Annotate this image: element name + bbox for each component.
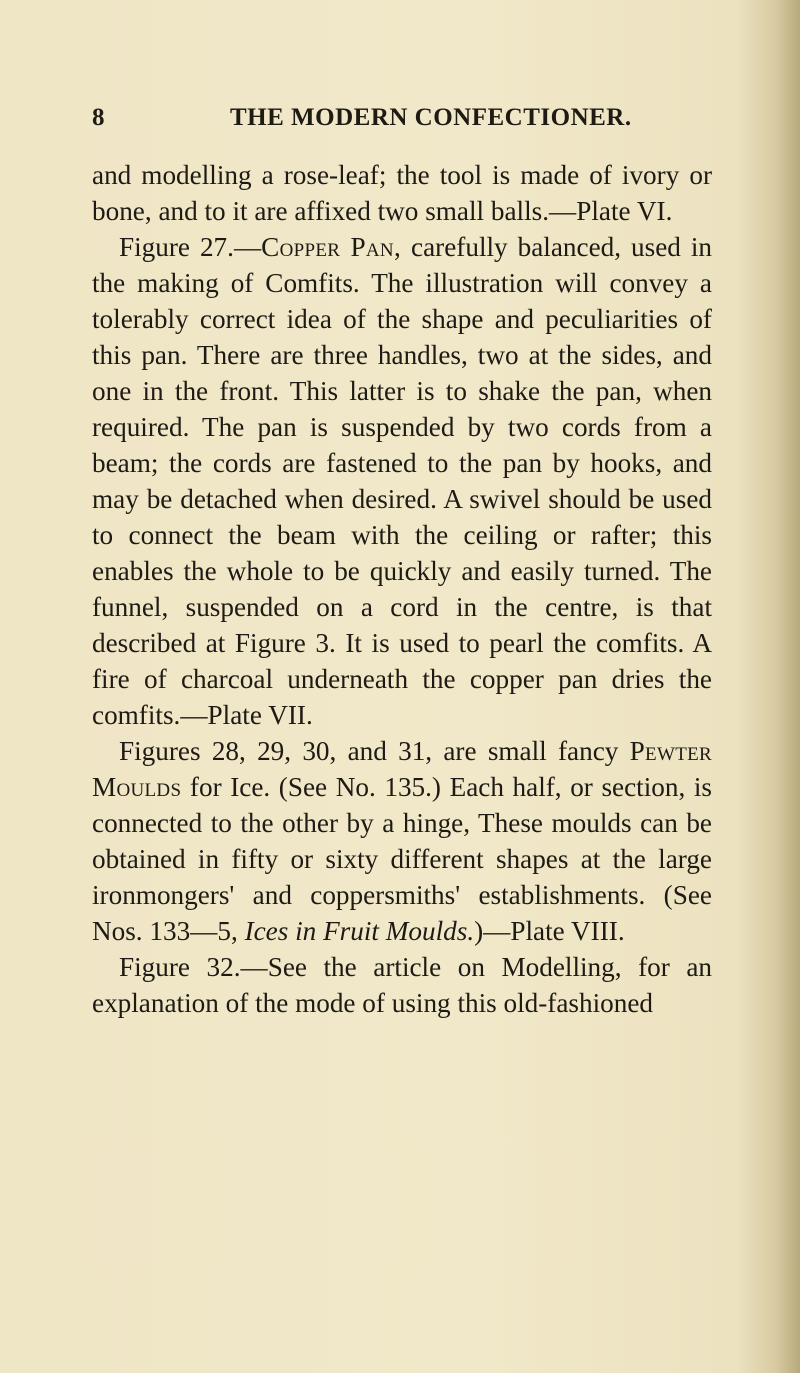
term-pewter-moulds: Pewter Moulds [92,736,712,802]
page-number: 8 [92,104,105,131]
running-header [92,104,712,144]
figures-28-31-text: for Ice. (See No. 135.) Each half, or section, is connected to the other by a hinge, These moulds can be obtained in fifty or sixty different shapes at the large ironmongers' and coppersmiths' establishments. (See Nos. 133—5, [92,772,712,946]
running-title: THE MODERN CONFECTIONER. [230,104,632,131]
paragraph-figures-28-31 [92,733,712,949]
page-body [92,157,712,1021]
paragraph-figure-32: Figure 32.—See the article on Modelling, for an explanation of the mode of using this old-fashioned [92,952,712,1018]
figures-28-31-lead: Figures 28, 29, 30, and 31, are small fancy [119,736,630,766]
term-copper-pan: Copper Pan, [261,232,402,262]
figure-27-lead: Figure 27.— [119,232,262,262]
ref-ices-in-fruit-moulds: Ices in Fruit Moulds. [244,916,475,946]
figures-28-31-end: )—Plate VIII. [474,916,625,946]
paragraph-figure-27 [92,229,712,733]
figure-27-text: carefully balanced, used in the making of Comfits. The illustration will convey a tolerably correct idea of the shape and peculiarities of this pan. There are three handles, two at the sides, and one in the front. This latter is to shake the pan, when required. The pan is suspended by two cords from a beam; the cords are fastened to the pan by hooks, and may be detached when desired. A swivel should be used to connect the beam with the ceiling or rafter; this enables the whole to be quickly and easily turned. The funnel, suspended on a cord in the centre, is that described at Figure 3. It is used to pearl the comfits. A fire of charcoal underneath the copper pan dries the comfits.—Plate VII. [92,232,712,730]
paragraph-continuation: and modelling a rose-leaf; the tool is made of ivory or bone, and to it are affixed two small balls.—Plate VI. [92,160,712,226]
